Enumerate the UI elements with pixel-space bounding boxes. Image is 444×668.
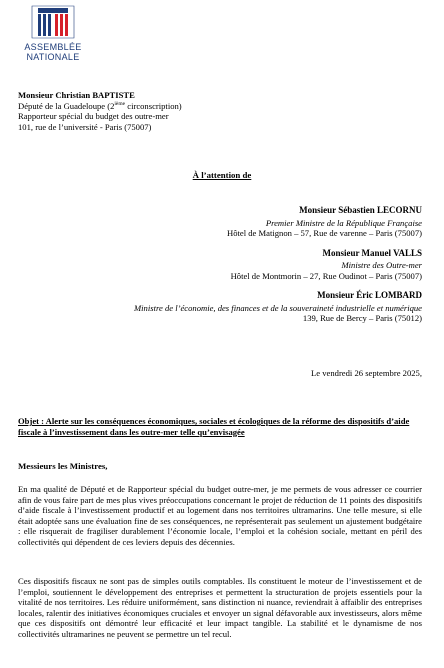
recipient-address: Hôtel de Matignon – 57, Rue de varenne – Paris (75007) [227, 228, 422, 238]
body-paragraph: En ma qualité de Député et de Rapporteur spécial du budget outre-mer, je me permets de vous adresser ce courrier afin de vous faire part de mes plus vives préoccupations concernant le projet de réduction de 11 points des dispositifs d’aide fiscale à l’investissement productif et au logement dans nos territoires ultramarins. Une telle mesure, si elle était adoptée sans une évaluation fine de ses conséquences, ne représenterait pas seulement un ajustement budgétaire : elle risquerait de fragiliser durablement l’économie locale, l’emploi et la cohésion sociale, mettant en péril des collectivités qui dépendent de ces leviers depuis des décennies. [18, 484, 422, 547]
logo-line-2: NATIONALE [26, 52, 80, 62]
sender-block [18, 90, 182, 132]
recipient-role: Ministre de l’économie, des finances et de la souveraineté industrielle et numérique [134, 302, 422, 313]
sender-role-after: circonscription) [125, 100, 182, 111]
recipient-name: Monsieur Manuel VALLS [322, 247, 422, 258]
subject-line: Objet : Alerte sur les conséquences économiques, sociales et écologiques de la réforme des dispositifs d’aide fiscale à l’investissement dans les outre-mer telle qu’envisagée [18, 416, 410, 437]
sender-role-sup: ième [114, 100, 126, 107]
recipient-name: Monsieur Sébastien LECORNU [299, 205, 422, 215]
sender-role-before: Député de la Guadeloupe (2 [18, 100, 115, 111]
hemicycle-icon [30, 4, 76, 40]
logo-line-1: ASSEMBLÉE [24, 42, 82, 52]
salutation: Messieurs les Ministres, [18, 461, 108, 471]
logo-text [18, 42, 88, 62]
letter-date: Le vendredi 26 septembre 2025, [311, 368, 422, 378]
recipient-role: Ministre des Outre-mer [341, 260, 422, 270]
assemblee-nationale-logo [18, 4, 88, 70]
attention-heading: À l’attention de [192, 170, 252, 180]
recipient-name: Monsieur Éric LOMBARD [317, 290, 422, 300]
recipients-block [22, 205, 422, 333]
sender-name: Monsieur Christian BAPTISTE [18, 90, 135, 100]
sender-address: 101, rue de l’université - Paris (75007) [18, 121, 152, 132]
recipient-role: Premier Ministre de la République Française [265, 217, 422, 228]
body-paragraph: Ces dispositifs fiscaux ne sont pas de simples outils comptables. Ils constituent le moteur de l’investissement et de l’emploi, soutiennent le développement des entreprises et permettent la structuration de projets essentiels pour la vitalité de nos territoires. Les réduire uniformément, sans distinction ni nuance, reviendrait à affaiblir des entreprises locales, ralentir des initiatives économiques cruciales et envoyer un signal défavorable aux investisseurs, alors même que ces dispositifs ont démontré leur efficacité et leur impact tangible. La stabilité et le dynamisme de nos collectivités ultramarines ne peuvent se permettre un tel recul. [18, 576, 422, 639]
recipient [22, 248, 422, 282]
sender-title: Rapporteur spécial du budget des outre-mer [18, 111, 169, 121]
recipient-address: 139, Rue de Bercy – Paris (75012) [302, 313, 422, 323]
sender-role [18, 101, 182, 112]
recipient-address: Hôtel de Montmorin – 27, Rue Oudinot – Paris (75007) [230, 270, 422, 281]
recipient [22, 290, 422, 324]
recipient [22, 205, 422, 239]
